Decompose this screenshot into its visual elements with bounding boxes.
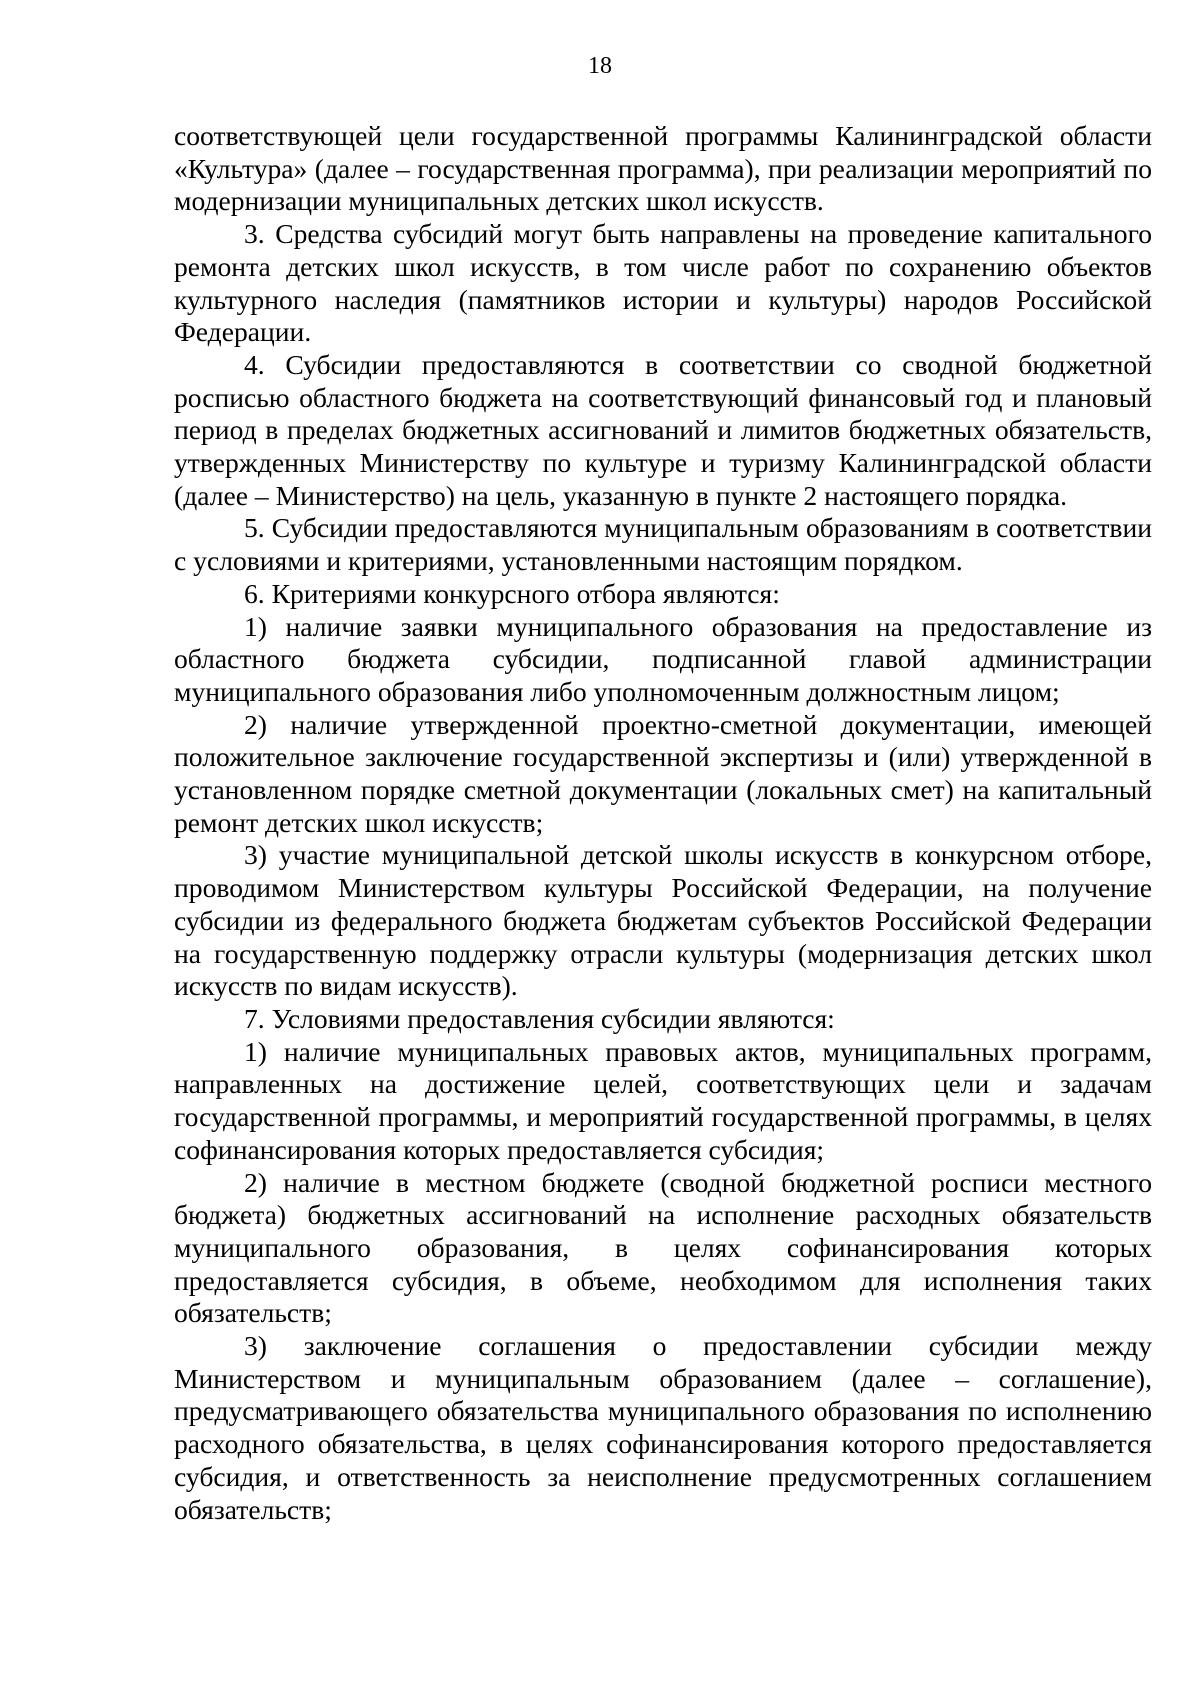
paragraph: 1) наличие заявки муниципального образования на предоставление из областного бюджета субсидии, подписанной главой администрации муниципального образования либо уполномоченным должностным лицом; — [174, 610, 1152, 707]
document-body — [174, 120, 1152, 1526]
paragraph: соответствующей цели государственной программы Калининградской области «Культура» (далее – государственная программа), при реализации мероприятий по модернизации муниципальных детских школ искусств. — [174, 120, 1152, 217]
paragraph: 3) заключение соглашения о предоставлении субсидии между Министерством и муниципальным образованием (далее – соглашение), предусматривающего обязательства муниципального образования по исполнению расходного обязательства, в целях софинансирования которого предоставляется субсидия, и ответственность за неисполнение предусмотренных соглашением обязательств; — [174, 1330, 1152, 1525]
page-number: 18 — [588, 53, 612, 79]
paragraph: 4. Субсидии предоставляются в соответствии со сводной бюджетной росписью областного бюджета на соответствующий финансовый год и плановый период в пределах бюджетных ассигнований и лимитов бюджетных обязательств, утвержденных Министерству по культуре и туризму Калининградской области (далее – Министерство) на цель, указанную в пункте 2 настоящего порядка. — [174, 348, 1152, 511]
paragraph: 7. Условиями предоставления субсидии являются: — [244, 1002, 835, 1034]
paragraph: 1) наличие муниципальных правовых актов, муниципальных программ, направленных на достижение целей, соответствующих цели и задачам государственной программы, и мероприятий государственной программы, в целях софинансирования которых предоставляется субсидия; — [174, 1035, 1152, 1165]
paragraph: 5. Субсидии предоставляются муниципальным образованиям в соответствии с условиями и критериями, установленными настоящим порядком. — [174, 512, 1152, 577]
paragraph: 2) наличие утвержденной проектно-сметной документации, имеющей положительное заключение государственной экспертизы и (или) утвержденной в установленном порядке сметной документации (локальных смет) на капитальный ремонт детских школ искусств; — [174, 708, 1152, 838]
paragraph: 2) наличие в местном бюджете (сводной бюджетной росписи местного бюджета) бюджетных ассигнований на исполнение расходных обязательств муниципального образования, в целях софинансирования которых предоставляется субсидия, в объеме, необходимом для исполнения таких обязательств; — [174, 1166, 1152, 1329]
paragraph: 3) участие муниципальной детской школы искусств в конкурсном отборе, проводимом Министерством культуры Российской Федерации, на получение субсидии из федерального бюджета бюджетам субъектов Российской Федерации на государственную поддержку отрасли культуры (модернизация детских школ искусств по видам искусств). — [174, 839, 1152, 1002]
paragraph: 6. Критериями конкурсного отбора являются: — [244, 577, 780, 609]
paragraph: 3. Средства субсидий могут быть направлены на проведение капитального ремонта детских школ искусств, в том числе работ по сохранению объектов культурного наследия (памятников истории и культуры) народов Российской Федерации. — [174, 218, 1152, 348]
